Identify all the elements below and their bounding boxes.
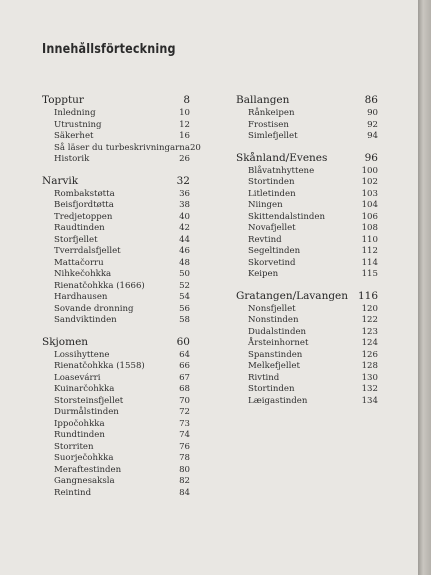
toc-entry-page-number: 82 bbox=[179, 476, 190, 486]
toc-entry-page-number: 130 bbox=[361, 372, 378, 383]
toc-entry-page-number: 126 bbox=[361, 349, 378, 360]
toc-entry bbox=[236, 177, 378, 189]
toc-entry-label: Rienatčohkka (1666) bbox=[54, 280, 145, 291]
toc-entry bbox=[236, 361, 378, 373]
toc-entry bbox=[42, 396, 190, 408]
toc-entry-page-number: 70 bbox=[179, 395, 190, 406]
toc-entry bbox=[236, 338, 378, 350]
toc-entry-label: Hardhausen bbox=[54, 292, 108, 302]
toc-entry-page-number: 26 bbox=[179, 154, 190, 164]
toc-entry bbox=[42, 419, 190, 431]
toc-entry-page-number: 73 bbox=[179, 418, 190, 429]
toc-entry-label: Novafjellet bbox=[248, 223, 296, 233]
toc-entry-page-number: 58 bbox=[179, 315, 190, 325]
toc-entry-label: Tverrdalsfjellet bbox=[54, 246, 121, 256]
toc-entry-page-number: 10 bbox=[179, 108, 190, 118]
toc-entry bbox=[42, 315, 190, 327]
toc-entry-page-number: 54 bbox=[179, 292, 190, 302]
toc-entry-page-number: 72 bbox=[179, 407, 190, 417]
toc-entry-label: Stortinden bbox=[248, 177, 295, 187]
toc-entry-label: Storsteinsfjellet bbox=[54, 395, 124, 406]
toc-entry-label: Niingen bbox=[248, 200, 283, 210]
toc-entry-label: Mattačorru bbox=[54, 257, 104, 268]
toc-entry-page-number: 42 bbox=[179, 223, 190, 233]
toc-entry-label: Lossihyttene bbox=[54, 349, 110, 360]
toc-entry-page-number: 108 bbox=[361, 223, 378, 233]
toc-entry bbox=[236, 327, 378, 339]
toc-right-column bbox=[236, 94, 378, 416]
toc-entry-page-number: 110 bbox=[361, 234, 378, 245]
toc-entry-label: Litletinden bbox=[248, 188, 296, 199]
toc-section bbox=[236, 94, 378, 143]
toc-section-title-page-number: 86 bbox=[364, 94, 378, 106]
toc-entry-label: Keipen bbox=[248, 269, 279, 279]
toc-entry bbox=[42, 350, 190, 362]
toc-entry-label: Så läser du turbeskrivningarna bbox=[54, 142, 190, 153]
toc-entry-label: Storriten bbox=[54, 441, 94, 452]
toc-entry-label: Beisfjordtøtta bbox=[54, 200, 114, 210]
toc-entry-label: Kuinarčohkka bbox=[54, 384, 115, 394]
toc-entry bbox=[42, 488, 190, 500]
toc-entry-label: Suorječohkka bbox=[54, 453, 114, 463]
toc-entry-page-number: 112 bbox=[361, 246, 378, 256]
toc-entry-label: Årsteinhornet bbox=[248, 338, 309, 348]
toc-entry bbox=[236, 108, 378, 120]
toc-entry bbox=[236, 315, 378, 327]
toc-entry-label: Skittendalstinden bbox=[248, 211, 326, 222]
toc-entry bbox=[42, 373, 190, 385]
toc-entry-page-number: 40 bbox=[179, 211, 190, 222]
book-page-edge bbox=[418, 0, 431, 575]
toc-entry-label: Læigastinden bbox=[248, 395, 308, 406]
toc-section-title-page-number: 32 bbox=[176, 174, 190, 187]
toc-entry-page-number: 104 bbox=[361, 200, 378, 210]
toc-entry bbox=[42, 223, 190, 235]
toc-entry-label: Skorvetind bbox=[248, 257, 296, 268]
toc-entry-page-number: 94 bbox=[367, 131, 378, 141]
toc-entry-page-number: 115 bbox=[361, 269, 378, 279]
toc-entry bbox=[42, 269, 190, 281]
toc-entry-label: Raudtinden bbox=[54, 223, 105, 233]
toc-entry bbox=[236, 166, 378, 178]
toc-entry-label: Loasevárri bbox=[54, 372, 101, 383]
toc-entry-page-number: 52 bbox=[179, 280, 190, 291]
toc-entry-page-number: 132 bbox=[361, 384, 378, 394]
toc-entry-label: Gangnesaksla bbox=[54, 476, 115, 486]
toc-section-title-label: Skånland/Evenes bbox=[236, 151, 328, 164]
toc-entry-label: Historik bbox=[54, 154, 90, 164]
toc-entry-label: Segeltinden bbox=[248, 246, 301, 256]
toc-entry-page-number: 102 bbox=[361, 177, 378, 187]
toc-section-title-label: Skjomen bbox=[42, 335, 89, 348]
toc-entry-page-number: 12 bbox=[179, 119, 190, 130]
toc-entry-label: Inledning bbox=[54, 108, 96, 118]
toc-entry-page-number: 38 bbox=[179, 200, 190, 210]
toc-entry-label: Rombakstøtta bbox=[54, 188, 115, 199]
toc-section bbox=[42, 175, 190, 327]
toc-entry bbox=[236, 269, 378, 281]
toc-entry bbox=[42, 304, 190, 316]
toc-section bbox=[236, 290, 378, 408]
toc-entry bbox=[42, 465, 190, 477]
toc-entry-page-number: 16 bbox=[179, 131, 190, 141]
toc-section-title bbox=[236, 94, 378, 107]
toc-entry-page-number: 120 bbox=[361, 303, 378, 314]
toc-entry-label: Storfjellet bbox=[54, 234, 98, 245]
toc-entry-label: Blåvatnhyttene bbox=[248, 165, 315, 176]
toc-entry-page-number: 123 bbox=[361, 326, 378, 337]
toc-entry-label: Melkefjellet bbox=[248, 361, 300, 371]
toc-entry bbox=[236, 350, 378, 362]
toc-entry-label: Revtind bbox=[248, 234, 282, 245]
toc-entry-label: Ippočohkka bbox=[54, 418, 105, 429]
toc-entry bbox=[236, 396, 378, 408]
toc-section bbox=[42, 336, 190, 500]
toc-entry-label: Meraftestinden bbox=[54, 464, 122, 475]
toc-section-title bbox=[236, 152, 378, 165]
toc-section-title bbox=[42, 336, 190, 349]
toc-entry-page-number: 92 bbox=[367, 119, 378, 130]
toc-entry bbox=[42, 442, 190, 454]
toc-entry bbox=[42, 235, 190, 247]
toc-entry-page-number: 122 bbox=[361, 315, 378, 325]
toc-section-title-label: Narvik bbox=[42, 174, 79, 187]
toc-entry bbox=[42, 407, 190, 419]
toc-entry-label: Rivtind bbox=[248, 372, 280, 383]
toc-entry bbox=[236, 304, 378, 316]
toc-entry-page-number: 74 bbox=[179, 430, 190, 440]
toc-section-title-page-number: 60 bbox=[176, 335, 190, 348]
toc-entry-page-number: 90 bbox=[367, 108, 378, 118]
toc-entry-page-number: 50 bbox=[179, 269, 190, 279]
toc-entry-label: Spanstinden bbox=[248, 349, 303, 360]
toc-entry-label: Sovande dronning bbox=[54, 303, 134, 314]
toc-entry-label: Nonsfjellet bbox=[248, 303, 296, 314]
toc-entry bbox=[42, 189, 190, 201]
toc-entry-label: Durmålstinden bbox=[54, 407, 119, 417]
toc-section-title bbox=[42, 94, 190, 107]
toc-entry-page-number: 78 bbox=[179, 453, 190, 463]
toc-entry-label: Dudalstinden bbox=[248, 326, 307, 337]
toc-entry-label: Stortinden bbox=[248, 384, 295, 394]
toc-entry-page-number: 36 bbox=[179, 188, 190, 199]
toc-entry-page-number: 100 bbox=[361, 165, 378, 176]
toc-entry bbox=[42, 108, 190, 120]
toc-left-column bbox=[42, 94, 201, 508]
toc-section-title-page-number: 96 bbox=[364, 151, 378, 164]
toc-entry-page-number: 56 bbox=[179, 303, 190, 314]
toc-entry-page-number: 20 bbox=[189, 142, 201, 153]
toc-entry bbox=[42, 200, 190, 212]
page-title: Innehållsförteckning bbox=[42, 42, 176, 57]
toc-entry bbox=[42, 453, 190, 465]
toc-entry bbox=[42, 281, 190, 293]
toc-entry-label: Nonstinden bbox=[248, 315, 299, 325]
toc-entry bbox=[42, 142, 201, 155]
toc-entry-page-number: 76 bbox=[179, 441, 190, 452]
toc-section-title-label: Gratangen/Lavangen bbox=[236, 289, 349, 302]
toc-entry-page-number: 106 bbox=[361, 211, 378, 222]
toc-entry bbox=[236, 120, 378, 132]
toc-section bbox=[236, 152, 378, 281]
toc-entry-page-number: 48 bbox=[179, 257, 190, 268]
toc-entry-label: Reintind bbox=[54, 487, 92, 498]
toc-entry bbox=[42, 131, 190, 143]
toc-entry bbox=[236, 384, 378, 396]
toc-entry-page-number: 46 bbox=[179, 246, 190, 256]
toc-entry-page-number: 68 bbox=[179, 384, 190, 394]
toc-entry bbox=[42, 120, 190, 132]
toc-entry-page-number: 64 bbox=[179, 349, 190, 360]
toc-entry bbox=[42, 154, 190, 166]
toc-entry bbox=[236, 223, 378, 235]
toc-entry-page-number: 84 bbox=[179, 487, 190, 498]
toc-entry bbox=[236, 189, 378, 201]
toc-entry bbox=[42, 430, 190, 442]
toc-entry bbox=[236, 373, 378, 385]
toc-entry bbox=[42, 361, 190, 373]
toc-entry-label: Sandviktinden bbox=[54, 315, 117, 325]
toc-entry bbox=[236, 246, 378, 258]
toc-section-title bbox=[236, 290, 378, 303]
toc-section-title-label: Topptur bbox=[42, 94, 84, 106]
toc-entry bbox=[236, 212, 378, 224]
toc-entry-page-number: 66 bbox=[179, 361, 190, 371]
toc-entry bbox=[42, 292, 190, 304]
toc-entry-label: Utrustning bbox=[54, 119, 102, 130]
toc-entry bbox=[42, 246, 190, 258]
toc-entry-label: Frostisen bbox=[248, 119, 289, 130]
toc-section-title-page-number: 8 bbox=[183, 94, 190, 106]
toc-entry-label: Rienatčohkka (1558) bbox=[54, 361, 145, 371]
toc-entry-label: Rundtinden bbox=[54, 430, 105, 440]
toc-entry-page-number: 103 bbox=[361, 188, 378, 199]
toc-entry-label: Rånkeipen bbox=[248, 108, 295, 118]
toc-entry-label: Säkerhet bbox=[54, 131, 94, 141]
toc-entry bbox=[236, 235, 378, 247]
toc-section-title-label: Ballangen bbox=[236, 94, 290, 106]
toc-entry-page-number: 44 bbox=[179, 234, 190, 245]
toc-entry bbox=[42, 212, 190, 224]
toc-entry bbox=[236, 131, 378, 143]
toc-section-title bbox=[42, 175, 190, 188]
toc-section-title-page-number: 116 bbox=[357, 289, 378, 302]
toc-section bbox=[42, 94, 201, 166]
toc-entry-page-number: 80 bbox=[179, 464, 190, 475]
toc-entry-label: Nihkečohkka bbox=[54, 269, 112, 279]
toc-entry-page-number: 134 bbox=[361, 395, 378, 406]
toc-entry-page-number: 124 bbox=[361, 338, 378, 348]
toc-entry bbox=[42, 258, 190, 270]
toc-entry bbox=[42, 476, 190, 488]
toc-entry bbox=[42, 384, 190, 396]
toc-entry-page-number: 67 bbox=[179, 372, 190, 383]
toc-entry-label: Tredjetoppen bbox=[54, 211, 113, 222]
toc-entry bbox=[236, 258, 378, 270]
toc-entry bbox=[236, 200, 378, 212]
toc-entry-page-number: 114 bbox=[361, 257, 378, 268]
toc-entry-label: Simlefjellet bbox=[248, 131, 298, 141]
toc-entry-page-number: 128 bbox=[361, 361, 378, 371]
